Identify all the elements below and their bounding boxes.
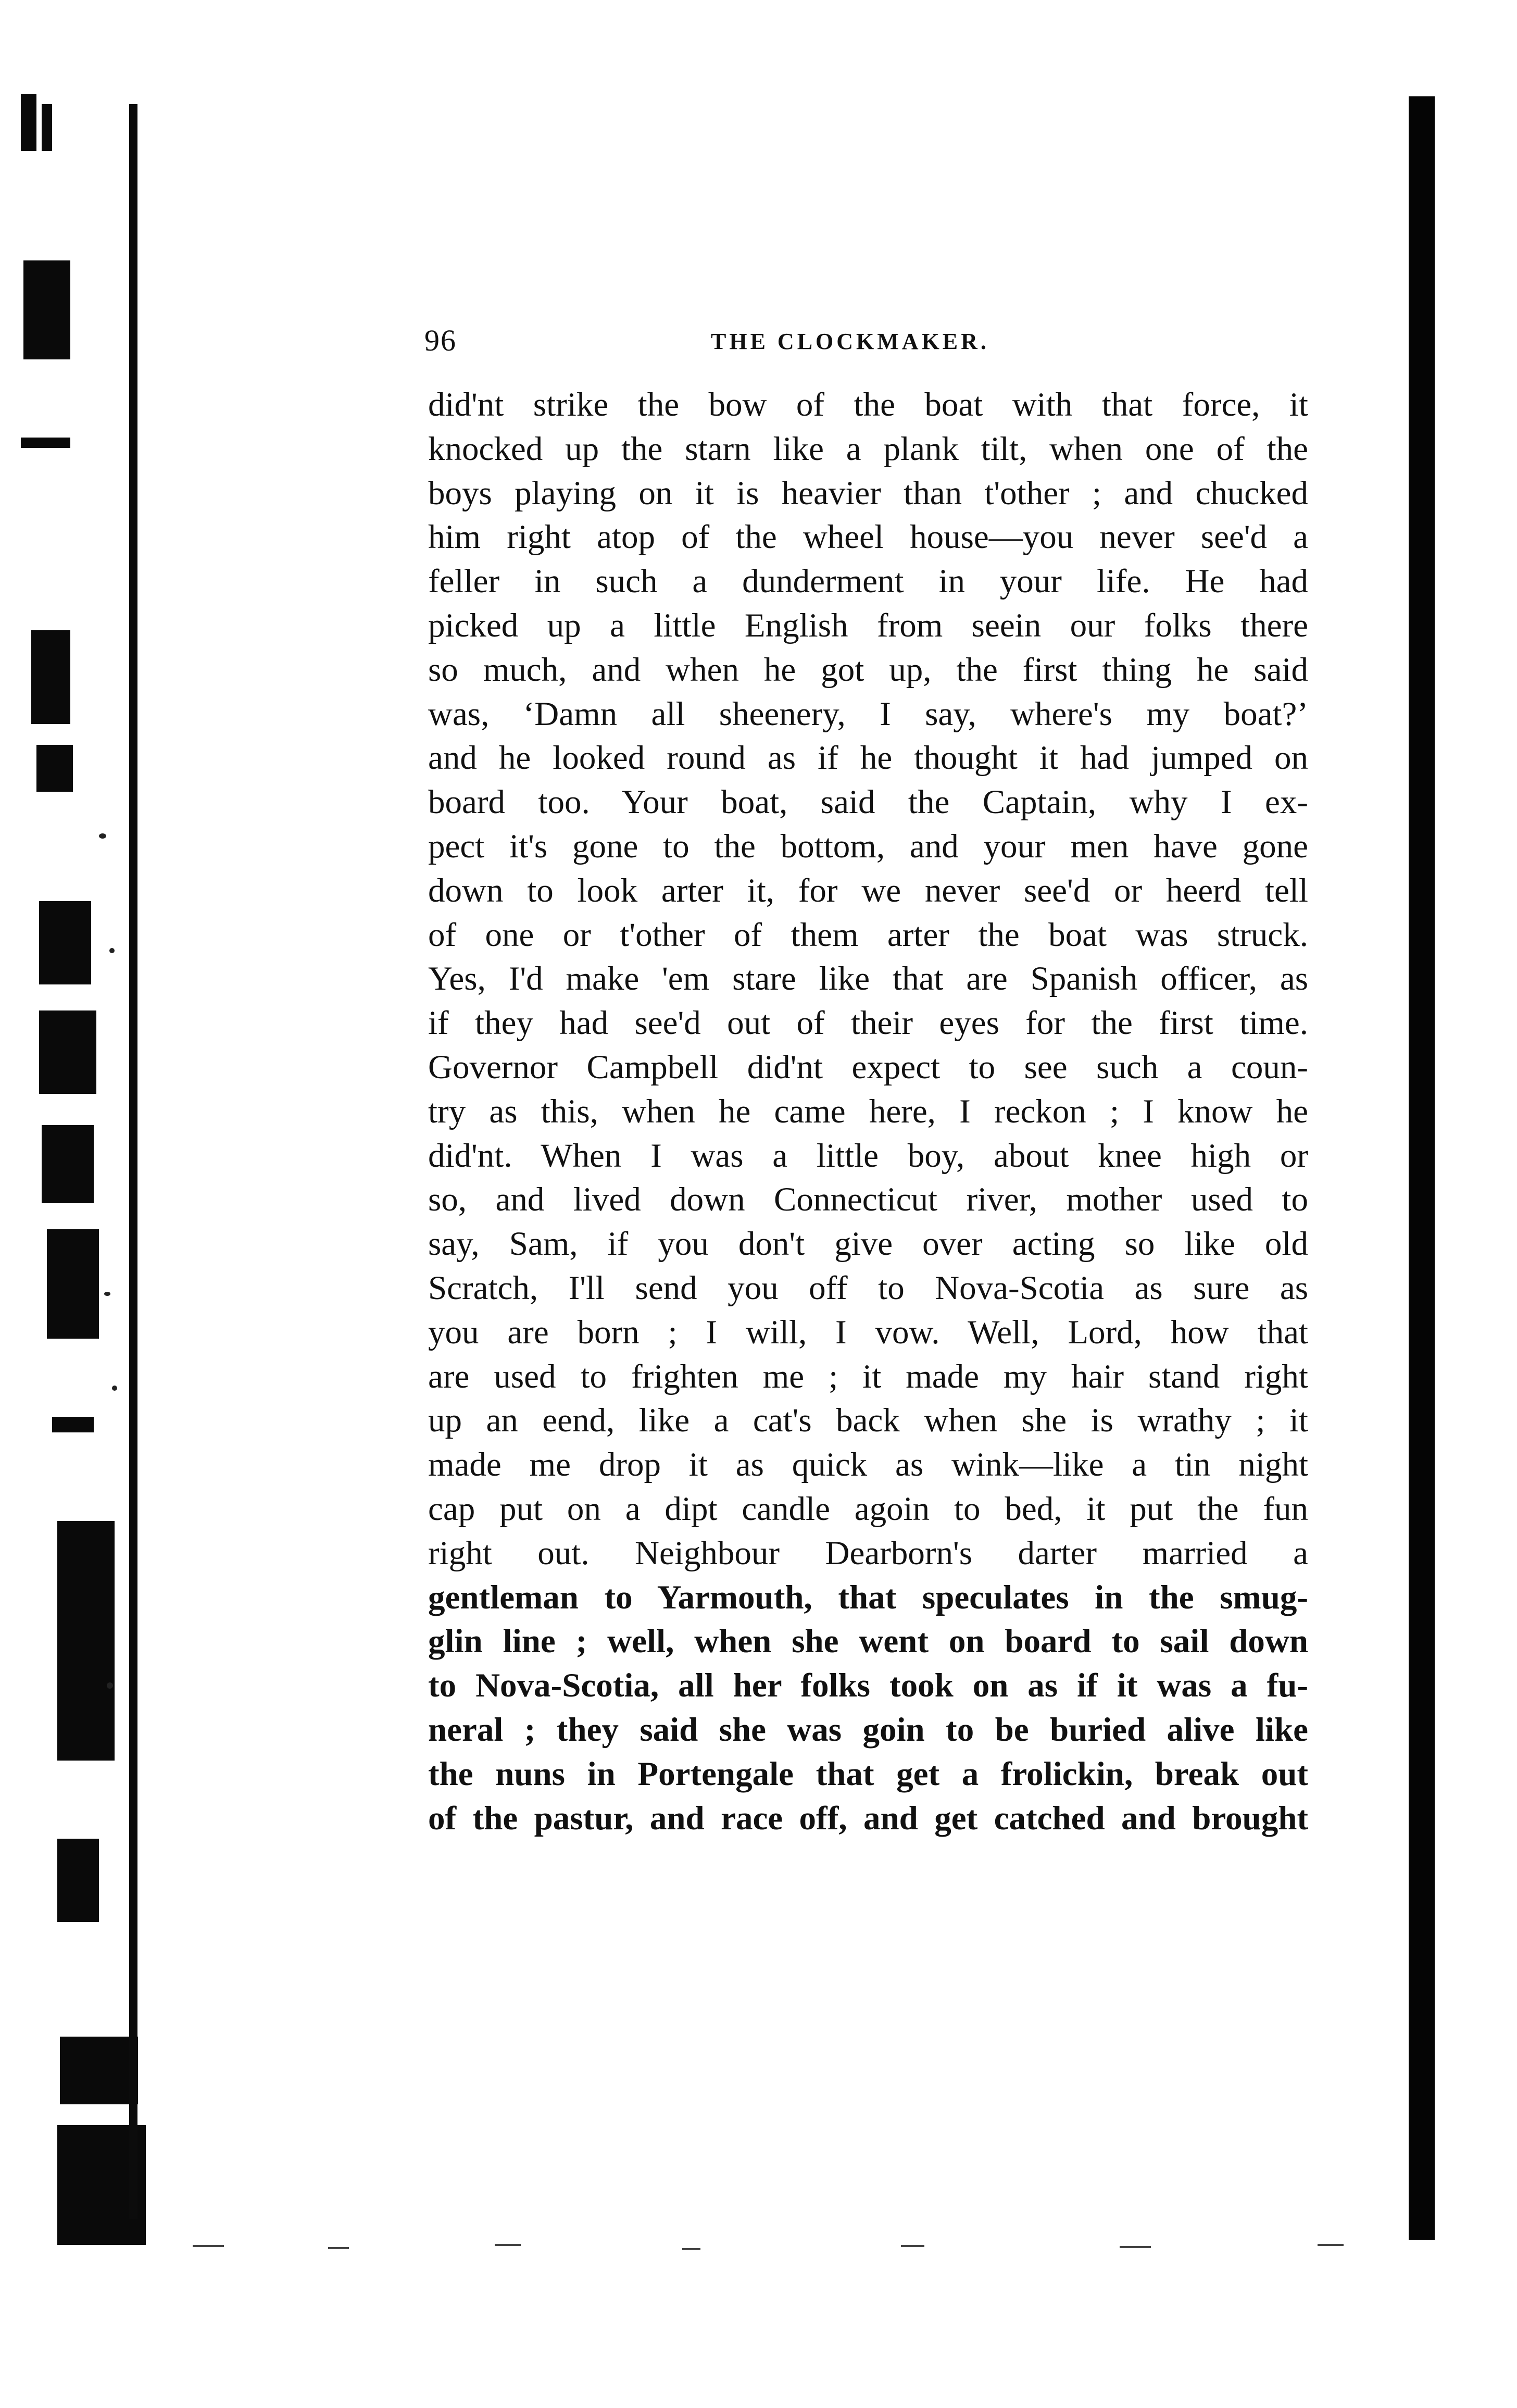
text-line: feller in such a dunderment in your life. He had [428, 563, 1308, 601]
text-line: say, Sam, if you don't give over acting so like old [428, 1225, 1308, 1263]
text-line: right out. Neighbour Dearborn's darter married a [428, 1534, 1308, 1572]
text-line: was, ‘Damn all sheenery, I say, where's my boat?’ [428, 695, 1308, 733]
right-page-edge [1409, 96, 1435, 2240]
scan-binding-shadow [0, 94, 172, 2250]
text-line: so, and lived down Connecticut river, mother used to [428, 1181, 1308, 1219]
text-line: board too. Your boat, said the Captain, why I ex- [428, 783, 1308, 821]
text-line: to Nova-Scotia, all her folks took on as if it was a fu- [428, 1667, 1308, 1705]
text-line: pect it's gone to the bottom, and your men have gone [428, 827, 1308, 865]
running-title: THE CLOCKMAKER. [711, 329, 989, 354]
page-number: 96 [424, 323, 457, 357]
text-line: up an eend, like a cat's back when she is wrathy ; it [428, 1402, 1308, 1440]
text-line: are used to frighten me ; it made my hair stand right [428, 1357, 1308, 1395]
text-line: so much, and when he got up, the first thing he said [428, 651, 1308, 689]
text-line: Governor Campbell did'nt expect to see such a coun- [428, 1048, 1308, 1086]
text-line: glin line ; well, when she went on board to sail down [428, 1623, 1308, 1661]
binding-edge-line [129, 104, 137, 2219]
text-line: gentleman to Yarmouth, that speculates in the smug- [428, 1578, 1308, 1616]
text-line: try as this, when he came here, I reckon ; I know he [428, 1092, 1308, 1130]
text-line: of one or t'other of them arter the boat was struck. [428, 916, 1308, 954]
text-line: boys playing on it is heavier than t'other ; and chucked [428, 474, 1308, 512]
text-line: Scratch, I'll send you off to Nova-Scotia as sure as [428, 1269, 1308, 1307]
text-line: did'nt strike the bow of the boat with that force, it [428, 386, 1308, 423]
page-header [424, 323, 1315, 365]
text-line: cap put on a dipt candle agoin to bed, it put the fun [428, 1490, 1308, 1528]
text-line: neral ; they said she was goin to be buried alive like [428, 1711, 1308, 1749]
text-line: you are born ; I will, I vow. Well, Lord, how that [428, 1313, 1308, 1351]
text-line: if they had see'd out of their eyes for the first time. [428, 1004, 1308, 1042]
text-line: did'nt. When I was a little boy, about knee high or [428, 1137, 1308, 1175]
text-line: of the pastur, and race off, and get catched and brought [428, 1799, 1308, 1837]
text-line: picked up a little English from seein our folks there [428, 606, 1308, 644]
text-line: the nuns in Portengale that get a frolickin, break out [428, 1755, 1308, 1793]
text-line: him right atop of the wheel house—you never see'd a [428, 518, 1308, 556]
text-line: knocked up the starn like a plank tilt, when one of the [428, 430, 1308, 468]
bottom-edge-specks [172, 2240, 1401, 2255]
text-line: made me drop it as quick as wink—like a tin night [428, 1446, 1308, 1484]
text-line: Yes, I'd make 'em stare like that are Spanish officer, as [428, 960, 1308, 998]
text-line: down to look arter it, for we never see'd or heerd tell [428, 871, 1308, 909]
body-text [428, 383, 1308, 1840]
text-line: and he looked round as if he thought it had jumped on [428, 739, 1308, 777]
